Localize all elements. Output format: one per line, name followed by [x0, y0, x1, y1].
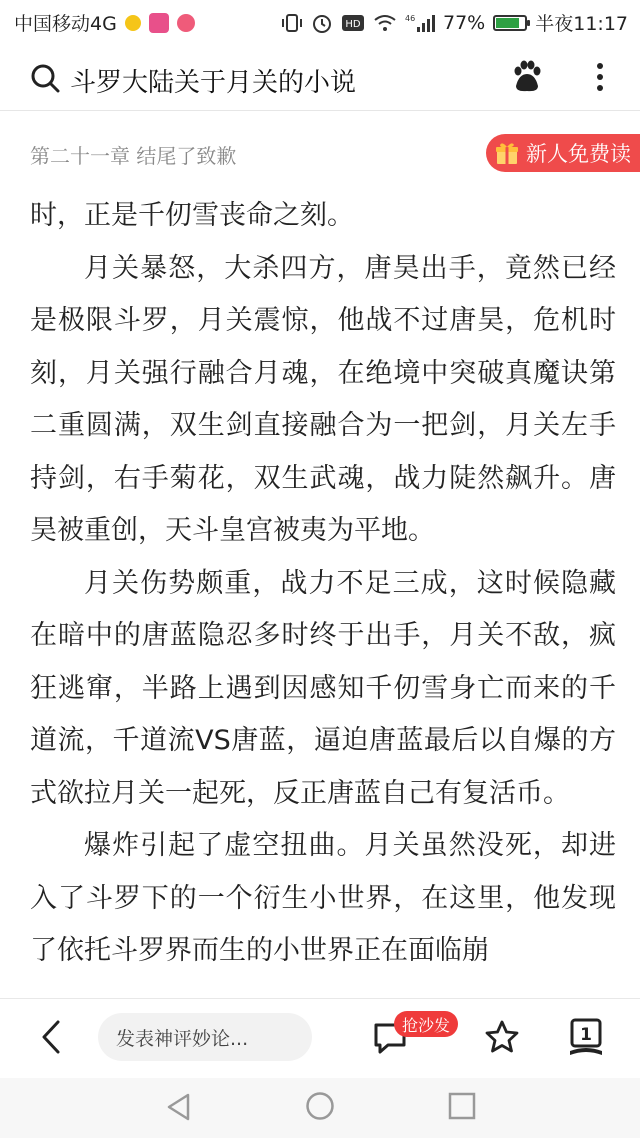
signal-label: 46 [405, 13, 416, 23]
chapter-title: 第二十一章 结尾了致歉 [30, 144, 237, 168]
paragraph: 时，正是千仞雪丧命之刻。 [30, 200, 354, 231]
clock: 半夜11:17 [535, 13, 628, 35]
wifi-icon [373, 13, 397, 33]
bottom-action-bar [0, 998, 640, 1079]
app-notification-icon [125, 15, 141, 31]
alarm-icon [311, 12, 333, 34]
nav-home-icon[interactable] [305, 1091, 335, 1121]
baidu-paw-icon[interactable] [510, 60, 544, 94]
new-user-free-read-badge[interactable] [486, 134, 640, 172]
svg-text:HD: HD [345, 18, 361, 30]
battery-icon [493, 15, 527, 31]
paragraph: 爆炸引起了虚空扭曲。月关虽然没死，却进入了斗罗下的一个衍生小世界，在这里，他发现了依托斗罗界而生的小世界正在面临崩 [30, 830, 616, 966]
paragraph: 月关伤势颇重，战力不足三成，这时候隐藏在暗中的唐蓝隐忍多时终于出手，月关不敌，疯狂逃窜，半路上遇到因感知千仞雪身亡而来的千道流，千道流VS唐蓝，逼迫唐蓝最后以自爆的方式欲拉月关一起死，反正唐蓝自己有复活币。 [30, 567, 616, 809]
more-options-icon[interactable] [590, 60, 610, 94]
nav-recent-apps-icon[interactable] [448, 1092, 476, 1120]
vibrate-icon [281, 12, 303, 34]
status-bar [0, 0, 640, 44]
search-header [0, 44, 640, 111]
chapter-list-icon[interactable] [568, 1017, 604, 1057]
search-query[interactable]: 斗罗大陆关于月关的小说 [70, 68, 357, 98]
favorite-star-icon[interactable] [484, 1019, 520, 1055]
search-icon[interactable] [30, 63, 60, 93]
back-arrow-icon[interactable] [36, 1019, 66, 1055]
comment-input[interactable] [98, 1013, 312, 1061]
battery-percent: 77% [443, 11, 486, 34]
chat-app-icon [177, 14, 195, 32]
grab-sofa-badge[interactable]: 抢沙发 [394, 1011, 458, 1037]
app-store-icon [149, 13, 169, 33]
hd-icon [341, 13, 365, 33]
gift-icon [494, 140, 520, 166]
system-nav-bar [0, 1078, 640, 1138]
signal-icon [405, 13, 435, 33]
page-number: 1 [580, 1025, 592, 1045]
paragraph: 月关暴怒，大杀四方，唐昊出手，竟然已经是极限斗罗，月关震惊，他战不过唐昊，危机时刻，月关强行融合月魂，在绝境中突破真魔诀第二重圆满，双生剑直接融合为一把剑，月关左手持剑，右手菊花，双生武魂，战力陡然飙升。唐昊被重创，天斗皇宫被夷为平地。 [30, 252, 616, 546]
new-user-badge-label: 新人免费读 [526, 142, 631, 166]
carrier-label: 中国移动4G [14, 13, 117, 35]
comment-placeholder: 发表神评妙论... [116, 1027, 249, 1050]
novel-content [30, 190, 616, 1000]
nav-back-icon[interactable] [164, 1092, 194, 1122]
